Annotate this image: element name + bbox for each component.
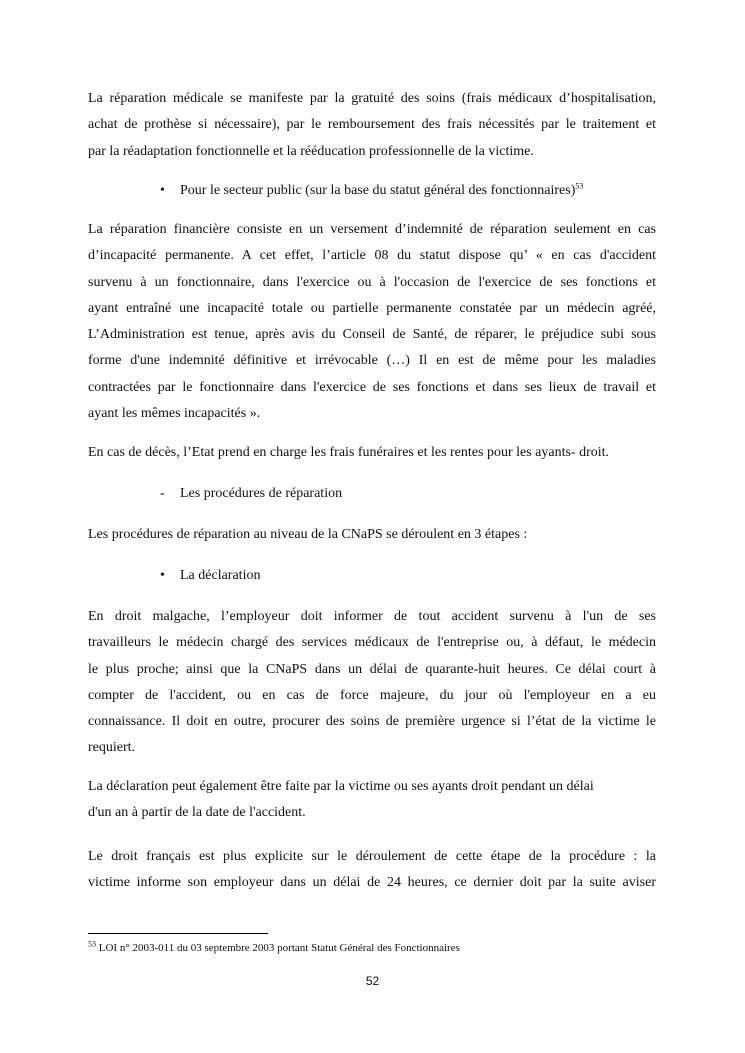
footnote-text: LOI n° 2003-011 du 03 septembre 2003 portant Statut Général des Fonctionnaires [96,942,460,954]
text-line: Le droit français est plus explicite sur le déroulement de cette étape de la procédure : la [88,849,656,864]
text-line: par la réadaptation fonctionnelle et la rééducation professionnelle de la victime. [88,143,534,159]
bullet-dot-icon: • [160,568,165,583]
text-line: En droit malgache, l’employeur doit informer de tout accident survenu à l'un de ses [88,609,656,624]
paragraph-victim-declaration [88,774,656,827]
footnote-ref: 53 [575,181,584,191]
text-line: requiert. [88,740,136,756]
text-line: ayant entraîné une incapacité totale ou partielle permanente constatée par un médecin agréé, [88,300,656,316]
bullet-text: La déclaration [180,568,261,583]
text-line: survenu à un fonctionnaire, dans l'exercice ou à l'occasion de l'exercice de ses fonctions et [88,274,656,290]
paragraph-death-case [88,440,656,466]
paragraph-financial-repair [88,217,656,427]
bullet-public-sector [160,181,583,201]
footnote-number: 53 [88,939,96,949]
text-line: d'un an à partir de la date de l'accident. [88,805,306,821]
page-number: 52 [365,974,380,988]
text-line: En cas de décès, l’Etat prend en charge les frais funéraires et les rentes pour les ayants- droit. [88,445,610,460]
bullet-repair-procedures [160,484,342,504]
footnote-separator [88,933,268,934]
text-line: victime informe son employeur dans un délai de 24 heures, ce dernier doit par la suite aviser [88,875,656,891]
bullet-declaration [160,566,260,586]
text-line: d’incapacité permanente. A cet effet, l’article 08 du statut dispose qu’ « en cas d'accident [88,248,656,264]
text-line: L’Administration est tenue, après avis du Conseil de Santé, de réparer, le préjudice subi sous [88,327,656,343]
text-line: compter de l'accident, ou en cas de force majeure, du jour où l'employeur en a eu [88,687,656,703]
text-line: le plus proche; ainsi que la CNaPS dans un délai de quarante-huit heures. Ce délai court à [88,661,656,677]
text-line: Les procédures de réparation au niveau de la CNaPS se déroulent en 3 étapes : [88,527,528,542]
text-line: La réparation financière consiste en un versement d’indemnité de réparation seulement en cas [88,222,656,237]
paragraph-medical-repair [88,86,656,165]
text-line: contractées par le fonctionnaire dans l'exercice de ses fonctions et dans ses lieux de travail et [88,379,656,395]
text-line: connaissance. Il doit en outre, procurer des soins de première urgence si l’état de la victime le [88,714,656,730]
footnote [88,940,460,956]
text-line: La réparation médicale se manifeste par la gratuité des soins (frais médicaux d’hospitalisation, [88,91,656,106]
text-line: forme d'une indemnité définitive et irrévocable (…) Il en est de même pour les maladies [88,353,656,369]
text-line: ayant les mêmes incapacités ». [88,406,261,422]
paragraph-french-law [88,844,656,897]
paragraph-cnaps-steps [88,522,656,548]
bullet-dot-icon: • [160,183,165,198]
text-line: achat de prothèse si nécessaire), par le remboursement des frais nécessités par le traitement et [88,117,656,133]
text-line: La déclaration peut également être faite par la victime ou ses ayants droit pendant un délai [88,779,594,794]
text-line: travailleurs le médecin chargé des services médicaux de l'entreprise ou, à défaut, le médecin [88,635,656,651]
dash-mark: - [160,486,165,501]
bullet-text: Pour le secteur public (sur la base du statut général des fonctionnaires) [180,183,576,198]
paragraph-malagasy-law [88,604,656,762]
bullet-text: Les procédures de réparation [180,486,343,501]
